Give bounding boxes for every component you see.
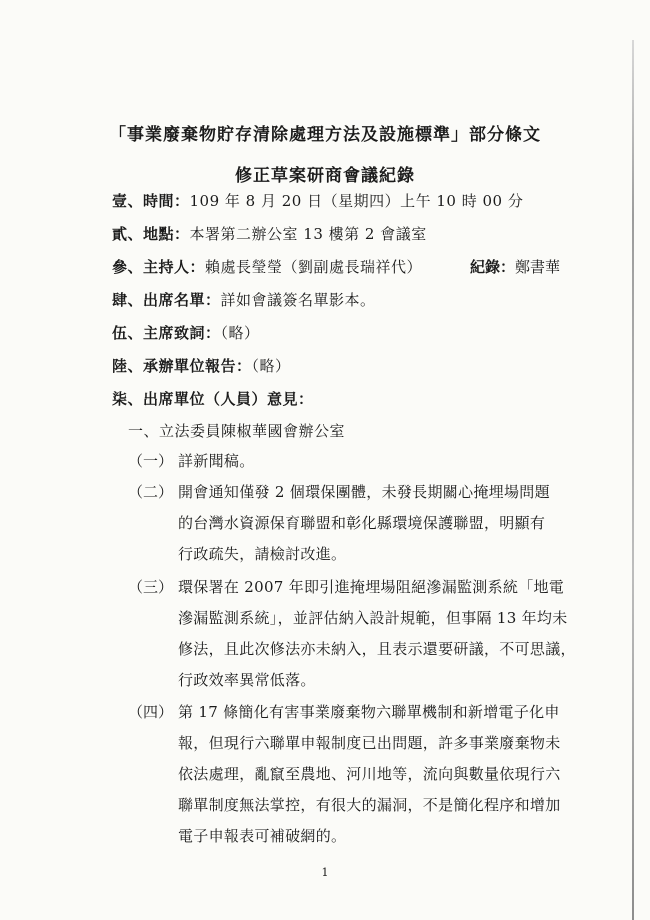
point-line: 報，但現行六聯單申報制度已出問題，許多事業廢棄物未: [178, 734, 561, 752]
point-line: 行政疏失，請檢討改進。: [178, 545, 347, 563]
point-line: 環保署在 2007 年即引進掩埋場阻絕滲漏監測系統「地電: [178, 578, 565, 596]
document-subtitle: 修正草案研商會議紀錄: [235, 166, 415, 186]
attendance-label: 肆、出席名單：: [112, 291, 221, 309]
page-number: 1: [321, 866, 329, 879]
recorder-value: 鄭書華: [515, 258, 561, 276]
point-line: 滲漏監測系統」，並評估納入設計規範，但事隔 13 年均未: [178, 609, 568, 627]
place-value: 本署第二辦公室 13 樓第 2 會議室: [189, 225, 427, 243]
point-line: 電子申報表可補破網的。: [178, 827, 347, 845]
attendance: [112, 289, 376, 310]
time-label: 壹、時間：: [112, 192, 190, 210]
document-title: 「事業廢棄物貯存清除處理方法及設施標準」部分條文: [109, 125, 541, 145]
chair-speech-label: 伍、主席致詞：: [112, 324, 221, 342]
point-line: 修法，且此次修法亦未納入，且表示還要研議，不可思議，: [178, 640, 576, 658]
chair-speech: [112, 322, 260, 343]
point-number: （三）: [128, 578, 174, 596]
meeting-time: [112, 190, 523, 211]
point-line: 第 17 條簡化有害事業廢棄物六聯單機制和新增電子化申: [178, 703, 560, 721]
point-line: 詳新聞稿。: [178, 452, 255, 470]
opinions-heading: [112, 388, 314, 409]
time-value: 109 年 8 月 20 日（星期四）上午 10 時 00 分: [189, 192, 524, 210]
point-line: 聯單制度無法掌控，有很大的漏洞，不是簡化程序和增加: [178, 796, 561, 814]
chair-speech-value: （略）: [220, 324, 260, 342]
unit-report: [112, 355, 291, 376]
report-value: （略）: [251, 357, 291, 375]
section-heading: 一、立法委員陳椒華國會辦公室: [128, 422, 346, 440]
point-line: 行政效率異常低落。: [178, 671, 316, 689]
chair-value: 賴處長瑩瑩（劉副處長瑞祥代）: [205, 258, 423, 276]
meeting-recorder: [470, 256, 560, 277]
point-number: （二）: [128, 483, 174, 501]
attendance-value: 詳如會議簽名單影本。: [220, 291, 376, 309]
place-label: 貳、地點：: [112, 225, 190, 243]
opinions-label: 柒、出席單位（人員）意見：: [112, 390, 314, 408]
recorder-label: 紀錄：: [470, 258, 516, 276]
point-line: 依法處理，亂竄至農地、河川地等，流向與數量依現行六: [178, 765, 561, 783]
point-line: 開會通知僅發 2 個環保團體，未發長期關心掩埋場問題: [178, 483, 550, 501]
meeting-chair: [112, 256, 422, 277]
point-line: 的台灣水資源保育聯盟和彰化縣環境保護聯盟，明顯有: [178, 514, 546, 532]
report-label: 陸、承辦單位報告：: [112, 357, 252, 375]
meeting-place: [112, 223, 427, 244]
point-number: （一）: [128, 452, 174, 470]
chair-label: 參、主持人：: [112, 258, 206, 276]
point-number: （四）: [128, 703, 174, 721]
